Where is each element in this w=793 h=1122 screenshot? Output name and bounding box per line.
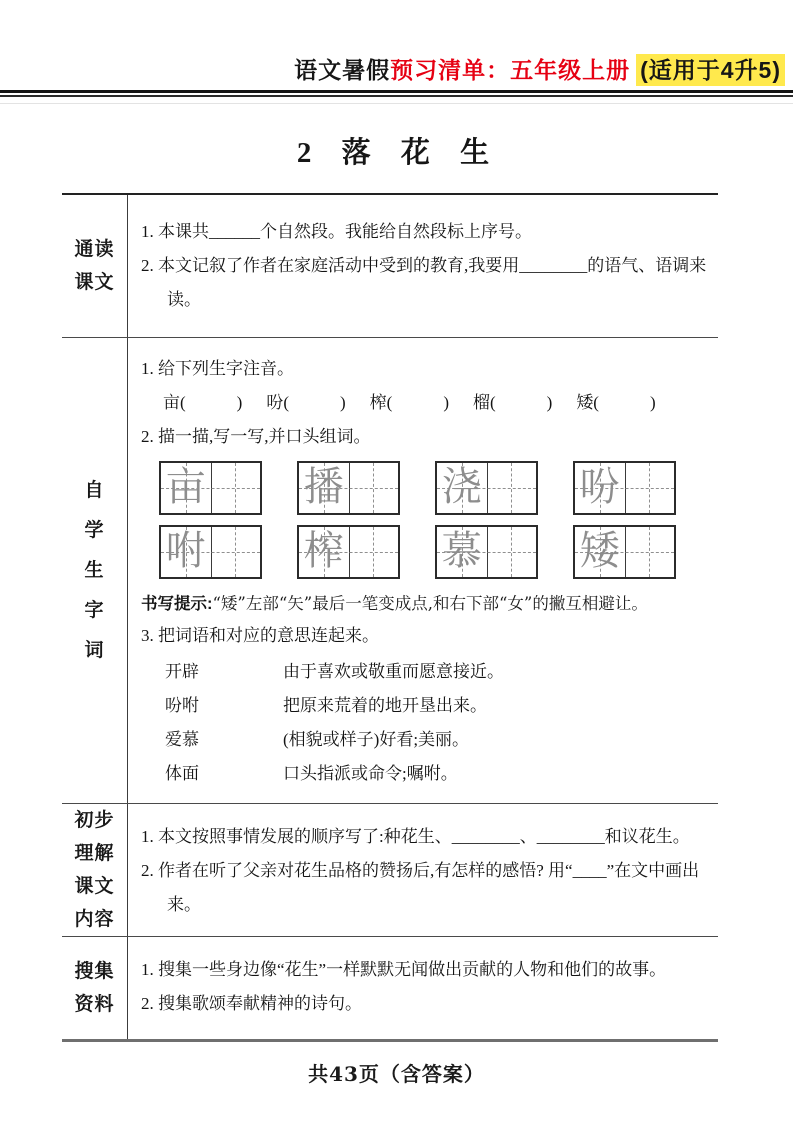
trace-character: 浇 (441, 464, 482, 511)
task-item: 1. 给下列生字注音。 (141, 359, 294, 378)
writing-tip-text: “矮”左部“矢”最后一笔变成点,和右下部“女”的撇互相避让。 (212, 594, 648, 613)
trace-character: 慕 (441, 528, 482, 575)
task-item: 2. 搜集歌颂奉献精神的诗句。 (141, 994, 362, 1013)
header-book-title: 预习清单：五年级上册 (390, 57, 631, 83)
pinyin-annotation-row (163, 386, 718, 420)
pinyin-blank: 榴( ) (472, 393, 553, 412)
match-word: 爱慕 (165, 730, 199, 749)
table-row-read-through (62, 195, 718, 338)
task-item: 1. 本课共______个自然段。我能给自然段标上序号。 (141, 222, 532, 241)
match-definition: 把原来荒着的地开垦出来。 (283, 696, 487, 715)
match-word: 开辟 (165, 662, 199, 681)
trace-character: 吩 (579, 464, 620, 511)
trace-character: 亩 (165, 464, 206, 511)
row-label-read-through: 通读 课文 (62, 195, 128, 337)
divider-faint-line (0, 103, 793, 104)
match-row (165, 757, 718, 791)
practice-grid-box (159, 461, 262, 515)
pinyin-blank: 矮( ) (576, 393, 656, 412)
task-item: 2. 描一描,写一写,并口头组词。 (141, 427, 371, 446)
row-content-initial-understanding (128, 804, 718, 936)
practice-grid-box (297, 525, 400, 579)
trace-character: 播 (303, 464, 344, 511)
match-definition: 口头指派或命令;嘱咐。 (283, 764, 458, 783)
practice-grid-box (435, 461, 538, 515)
grid-row (159, 525, 718, 579)
row-content-collect-materials (128, 937, 718, 1039)
match-row (165, 689, 718, 723)
pinyin-blank: 亩( ) (163, 393, 243, 412)
writing-tip-label: 书写提示: (141, 595, 213, 613)
match-word: 吩咐 (165, 696, 199, 715)
character-practice-grids (159, 461, 718, 579)
row-label-collect-materials: 搜集 资料 (62, 937, 128, 1039)
match-row (165, 723, 718, 757)
pinyin-blank: 榨( ) (369, 393, 449, 412)
header-series-label: 语文暑假 (294, 57, 391, 83)
divider-thin-line (0, 95, 793, 97)
row-content-read-through (128, 195, 718, 337)
match-definition: (相貌或样子)好看;美丽。 (283, 730, 470, 749)
practice-grid-box (159, 525, 262, 579)
task-item: 3. 把词语和对应的意思连起来。 (141, 626, 379, 645)
trace-character: 咐 (165, 528, 206, 575)
table-row-collect-materials (62, 937, 718, 1039)
row-content-self-study-words (128, 338, 718, 803)
page-count-footer: 共43页（含答案） (308, 1062, 485, 1086)
table-row-initial-understanding (62, 804, 718, 937)
task-item: 1. 搜集一些身边像“花生”一样默默无闻做出贡献的人物和他们的故事。 (141, 960, 667, 979)
row-label-self-study-words: 自 学 生 字 词 (62, 338, 128, 803)
match-row (165, 655, 718, 689)
grid-row (159, 461, 718, 515)
page-header (0, 54, 793, 86)
table-row-self-study-words (62, 338, 718, 804)
pinyin-blank: 吩( ) (266, 393, 346, 412)
header-grade-badge: (适用于4升5) (636, 54, 785, 86)
match-word: 体面 (165, 764, 199, 783)
header-divider (0, 90, 793, 104)
trace-character: 矮 (579, 528, 620, 575)
practice-grid-box (435, 525, 538, 579)
trace-character: 榨 (303, 528, 344, 575)
task-item: 2. 作者在听了父亲对花生品格的赞扬后,有怎样的感悟? 用“____”在文中画出来。 (141, 861, 700, 914)
lesson-title: 2 落 花 生 (296, 137, 497, 169)
practice-grid-box (573, 525, 676, 579)
task-item: 2. 本文记叙了作者在家庭活动中受到的教育,我要用________的语气、语调来读。 (141, 256, 707, 309)
row-label-initial-understanding: 初步 理解 课文 内容 (62, 804, 128, 936)
writing-tip (141, 589, 718, 619)
practice-grid-box (297, 461, 400, 515)
practice-grid-box (573, 461, 676, 515)
task-item: 1. 本文按照事情发展的顺序写了:种花生、________、________和议花生。 (141, 827, 690, 846)
worksheet-table (62, 193, 718, 1042)
match-definition: 由于喜欢或敬重而愿意接近。 (283, 662, 504, 681)
word-meaning-matching (165, 655, 718, 791)
